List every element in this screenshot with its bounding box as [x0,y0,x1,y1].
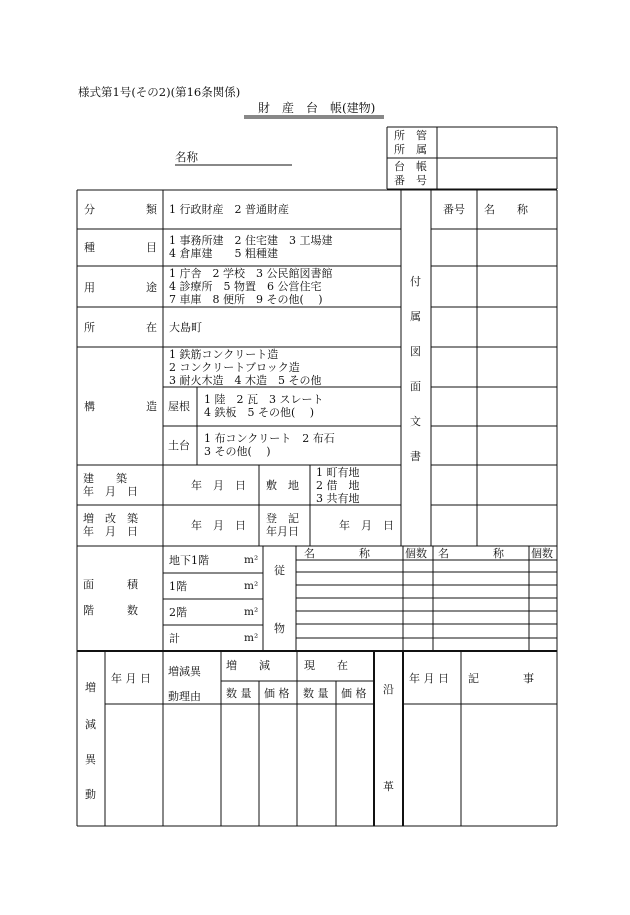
yoto-label-a: 用 [84,281,95,294]
reason-label: 増減異 動理由 [168,665,201,703]
fuzoku-char-2: 属 [410,310,421,323]
fuzoku-char-4: 面 [410,380,421,393]
zogen-char-2: 減 [85,718,96,731]
daicho-label-1: 台 帳 [394,160,427,173]
jubutsu-col-count-2: 個数 [531,547,553,560]
price-label-2: 価 格 [341,687,367,700]
daicho-label-2: 番 号 [394,174,427,187]
shumoku-label-a: 種 [84,241,95,254]
zokaichiku-label: 増 改 築 年 月 日 [83,512,138,538]
floor-2: 2階 [169,606,187,619]
yoto-value: 1 庁舎 2 学校 3 公民館図書館 4 診療所 5 物置 6 公営住宅 7 車庫 8 便所 9 その他( ) [169,267,333,306]
qty-label-2: 数 量 [303,687,329,700]
kenchiku-date: 年 月 日 [191,479,246,492]
enkaku-char-1: 沿 [383,683,394,696]
fuzoku-char-3: 図 [410,345,421,358]
genzai-label: 現 在 [304,659,348,672]
bunrui-value: 1 行政財産 2 普通財産 [169,203,289,216]
shozai-value: 大島町 [169,321,202,334]
jubutsu-col-name-2: 名 称 [438,547,504,560]
zokaichiku-date: 年 月 日 [191,519,246,532]
unit-2: m² [244,606,259,618]
bunrui-label-a: 分 [84,203,95,216]
menseki-label: 面 積 階 数 [83,578,138,617]
zogen-char-1: 増 [85,681,96,694]
price-label-1: 価 格 [264,687,290,700]
zogen-char-3: 異 [85,753,96,766]
shumoku-label-b: 目 [146,241,157,254]
kozo-value: 1 鉄筋コンクリート造 2 コンクリートブロック造 3 耐火木造 4 木造 5 その他 [169,348,322,387]
dodai-label: 土台 [168,439,190,452]
form-number: 様式第1号(その2)(第16条関係) [78,85,241,99]
kozo-label-a: 構 [84,400,95,413]
yane-label: 屋根 [168,400,190,413]
jubutsu-char-2: 物 [274,622,285,635]
zogen-label: 増 減 [226,659,270,672]
unit-total: m² [244,632,259,644]
fuzoku-char-6: 書 [410,450,421,463]
floor-total: 計 [169,632,180,645]
kozo-label-b: 造 [146,400,157,413]
shozai-label-a: 所 [84,321,95,334]
shokan-label-2: 所 属 [394,143,427,156]
jubutsu-col-count: 個数 [405,547,427,560]
kiji-date-label: 年 月 日 [409,672,449,685]
kiji-label: 記 事 [468,672,534,685]
jubutsu-col-name: 名 称 [304,547,370,560]
name-label: 名称 [175,150,198,164]
yoto-label-b: 途 [146,281,157,294]
yane-value: 1 陸 2 瓦 3 スレート 4 鉄板 5 その他( ) [204,393,324,419]
shikichi-value: 1 町有地 2 借 地 3 共有地 [316,466,360,505]
unit-b1: m² [244,554,259,566]
shozai-label-b: 在 [146,321,157,334]
shokan-label-1: 所 管 [394,129,427,142]
toki-date: 年 月 日 [339,519,394,532]
bango-label: 番号 [443,203,465,216]
bottom-date-label: 年 月 日 [111,672,151,685]
zogen-char-4: 動 [85,788,96,801]
meisho-label: 名 称 [484,203,528,216]
fuzoku-char-1: 付 [410,275,421,288]
shikichi-label: 敷 地 [266,479,299,492]
fuzoku-char-5: 文 [410,415,421,428]
bunrui-label-b: 類 [146,203,157,216]
shumoku-value: 1 事務所建 2 住宅建 3 工場建 4 倉庫建 5 粗種建 [169,234,333,260]
floor-1: 1階 [169,580,187,593]
unit-1: m² [244,580,259,592]
page-title: 財 産 台 帳(建物) [258,101,376,115]
qty-label-1: 数 量 [226,687,252,700]
dodai-value: 1 布コンクリート 2 布石 3 その他( ) [204,432,335,458]
toki-label: 登 記 年月日 [266,512,299,538]
enkaku-char-2: 革 [383,780,394,793]
floor-b1: 地下1階 [169,554,209,567]
kenchiku-label: 建 築 年 月 日 [83,472,138,498]
jubutsu-char-1: 従 [274,564,285,577]
